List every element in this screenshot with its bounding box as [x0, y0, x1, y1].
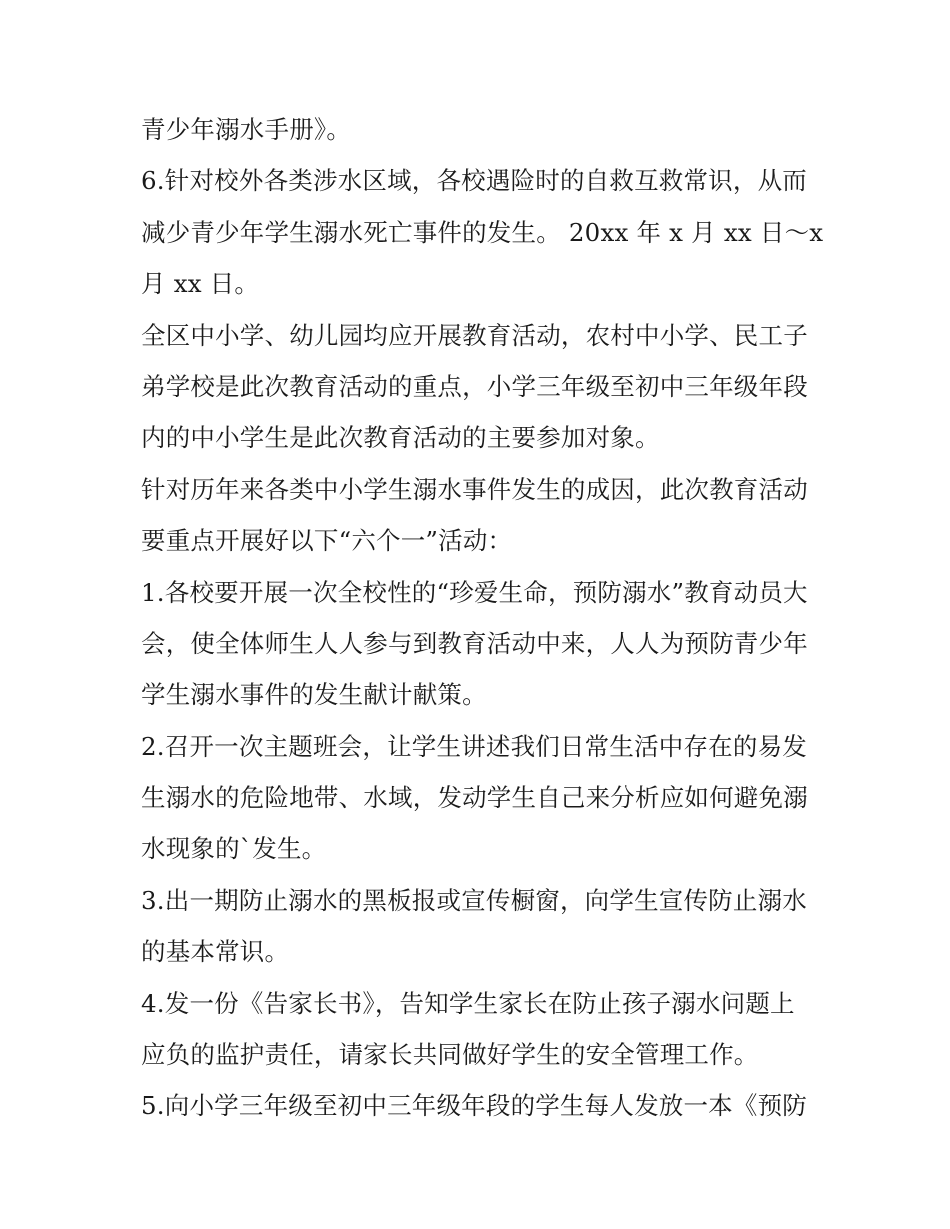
text-line: 月 xx 日。 — [141, 269, 260, 299]
text-line: 生溺水的危险地带、水域，发动学生自己来分析应如何避免溺 — [141, 783, 808, 813]
text-line: 6.针对校外各类涉水区域，各校遇险时的自救互救常识，从而 — [141, 166, 807, 196]
text-line: 要重点开展好以下“六个一”活动： — [141, 526, 513, 556]
text-line: 针对历年来各类中小学生溺水事件发生的成因，此次教育活动 — [141, 474, 808, 504]
text-line: 2.召开一次主题班会，让学生讲述我们日常生活中存在的易发 — [141, 731, 807, 761]
text-line: 全区中小学、幼儿园均应开展教育活动，农村中小学、民工子 — [141, 320, 808, 350]
text-line: 弟学校是此次教育活动的重点，小学三年级至初中三年级年段 — [141, 371, 808, 401]
text-line: 会，使全体师生人人参与到教育活动中来，人人为预防青少年 — [141, 628, 808, 658]
text-line: 1.各校要开展一次全校性的“珍爱生命，预防溺水”教育动员大 — [141, 577, 808, 607]
text-line: 减少青少年学生溺水死亡事件的发生。 20xx 年 x 月 xx 日～x — [141, 217, 824, 247]
text-line: 内的中小学生是此次教育活动的主要参加对象。 — [141, 423, 660, 453]
text-line: 学生溺水事件的发生献计献策。 — [141, 680, 487, 710]
text-line: 应负的监护责任，请家长共同做好学生的安全管理工作。 — [141, 1040, 759, 1070]
document-body — [141, 104, 824, 1132]
text-line: 3.出一期防止溺水的黑板报或宣传橱窗，向学生宣传防止溺水 — [141, 885, 807, 915]
text-line: 的基本常识。 — [141, 937, 290, 967]
text-line: 水现象的`发生。 — [141, 834, 327, 864]
text-line: 4.发一份《告家长书》，告知学生家长在防止孩子溺水问题上 — [141, 988, 795, 1018]
text-line: 青少年溺水手册》。 — [141, 115, 352, 144]
text-line: 5.向小学三年级至初中三年级年段的学生每人发放一本《预防 — [141, 1091, 807, 1121]
